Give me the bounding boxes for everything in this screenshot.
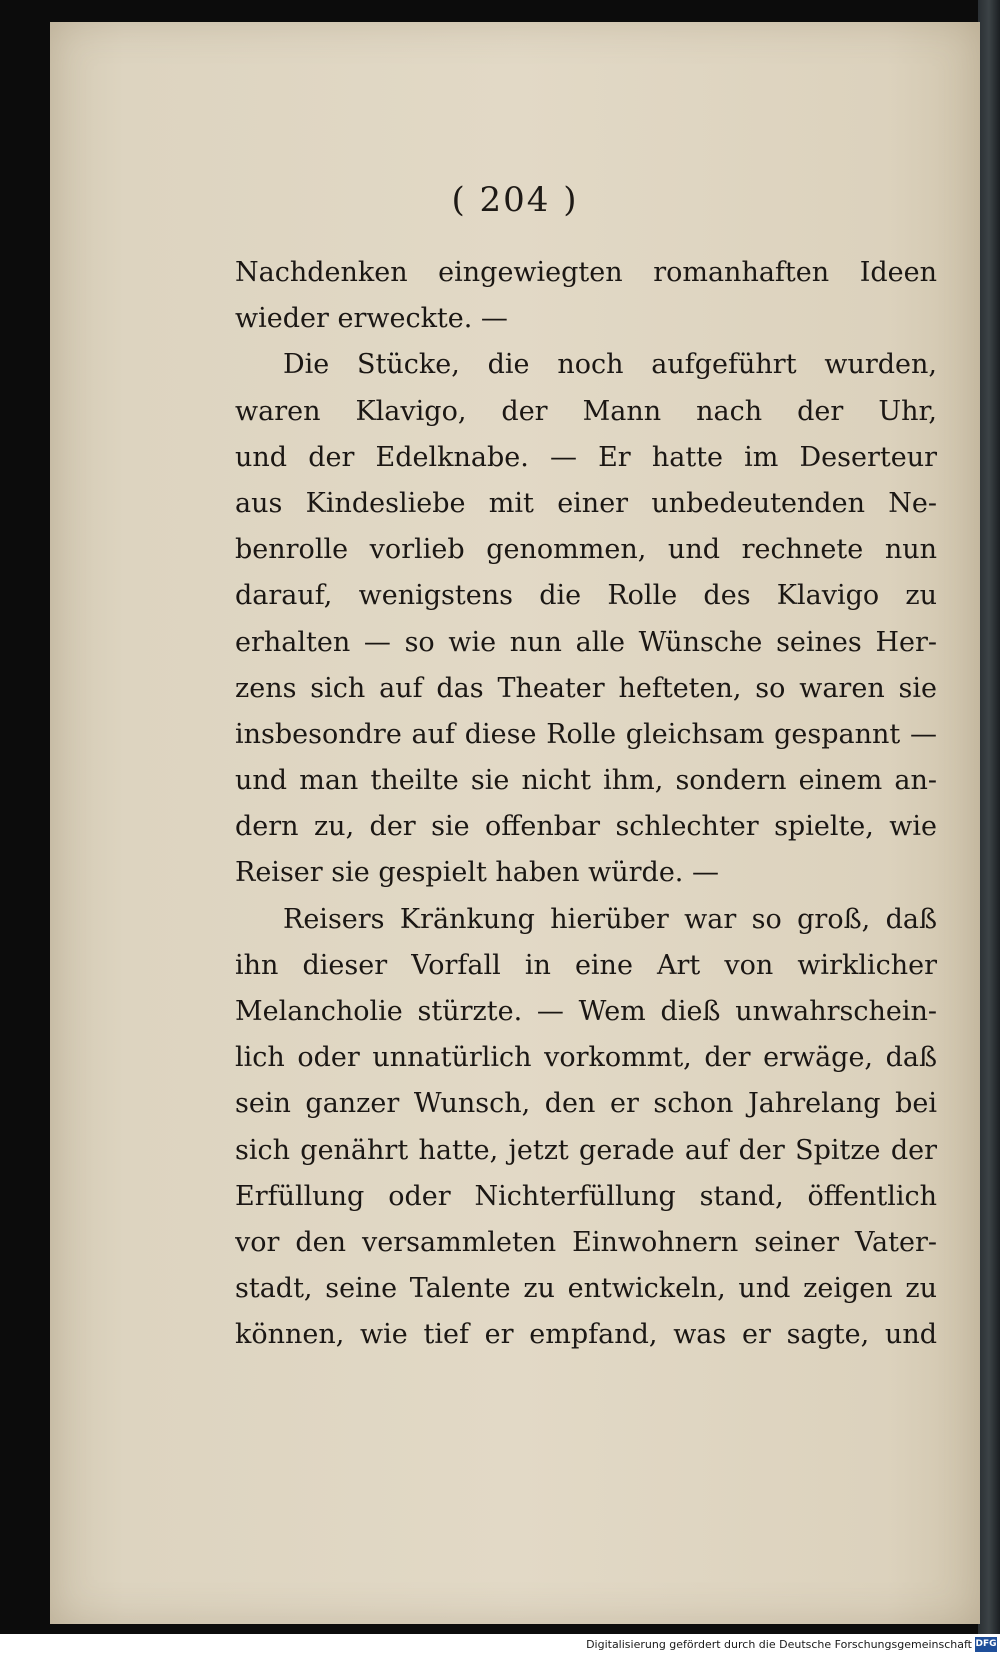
text-line: lich oder unnatürlich vorkommt, der erwäge, daß [235,1042,937,1074]
text-line: Nachdenken eingewiegten romanhaften Ideen [235,257,937,288]
text-line: zens sich auf das Theater hefteten, so waren sie [235,672,937,704]
book-cover-edge [978,0,1000,1634]
text-line: Reisers Kränkung hierüber war so groß, daß [283,903,937,935]
text-line: erhalten — so wie nun alle Wünsche seines Her- [235,626,937,658]
body-text [235,250,937,1359]
text-line: Reiser sie gespielt haben würde. — [235,857,719,889]
book-page [50,22,980,1624]
text-line: sich genährt hatte, jetzt gerade auf der Spitze der [235,1134,937,1166]
text-line: sein ganzer Wunsch, den er schon Jahrelang bei [235,1088,937,1120]
text-line: waren Klavigo, der Mann nach der Uhr, [235,395,937,427]
footer-credit: Digitalisierung gefördert durch die Deutsche Forschungsgemeinschaft [586,1638,972,1651]
text-line: Die Stücke, die noch aufgeführt wurden, [283,349,937,381]
text-line: und man theilte sie nicht ihm, sondern einem an- [235,765,937,797]
dfg-logo-icon: DFG [975,1637,997,1652]
text-line: Erfüllung oder Nichterfüllung stand, öffentlich [235,1180,937,1212]
page-number: ( 204 ) [451,180,579,220]
text-line: und der Edelknabe. — Er hatte im Deserteur [235,441,937,473]
text-line: darauf, wenigstens die Rolle des Klavigo zu [235,580,937,612]
text-line: ihn dieser Vorfall in eine Art von wirklicher [235,949,937,981]
text-line: aus Kindesliebe mit einer unbedeutenden Ne- [235,487,937,519]
text-line: wieder erweckte. — [235,303,508,335]
text-line: insbesondre auf diese Rolle gleichsam gespannt — [235,718,937,750]
text-line: benrolle vorlieb genommen, und rechnete nun [235,534,937,566]
text-line: Melancholie stürzte. — Wem dieß unwahrschein- [235,996,937,1027]
text-line: stadt, seine Talente zu entwickeln, und zeigen zu [235,1273,937,1305]
text-line: vor den versammleten Einwohnern seiner Vater- [235,1226,937,1258]
footer-bar [0,1634,1000,1656]
text-line: dern zu, der sie offenbar schlechter spielte, wie [235,811,937,843]
text-line: können, wie tief er empfand, was er sagte, und [235,1319,937,1351]
